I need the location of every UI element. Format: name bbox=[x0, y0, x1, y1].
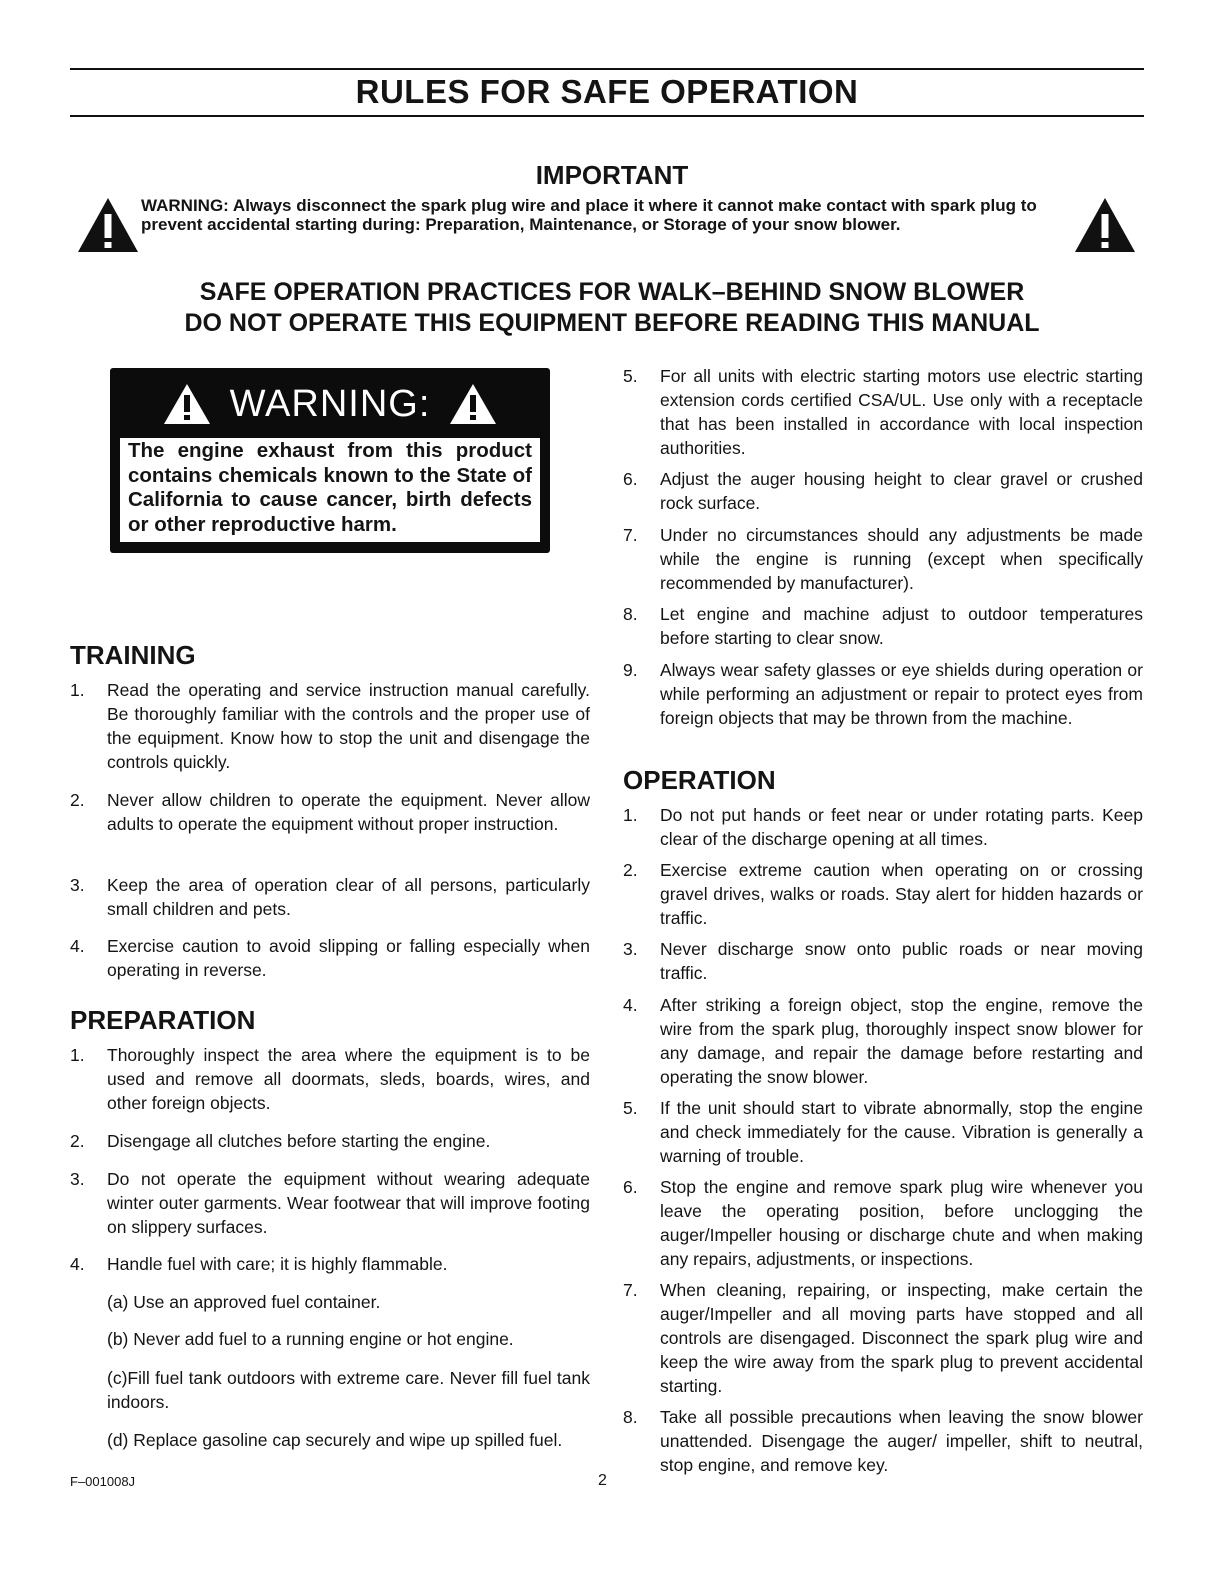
warning-triangle-icon bbox=[1073, 196, 1137, 254]
list-item: 2. Never allow children to operate the equipment. Never allow adults to operate the equipment without proper instruction. bbox=[70, 790, 590, 834]
list-item: 6. Stop the engine and remove spark plug wire whenever you leave the operating position, before unclogging the auger/Impeller housing or discharge chute and when making any repairs, adjustments, or inspections. bbox=[623, 1177, 1143, 1269]
list-item: 3. Do not operate the equipment without wearing adequate winter outer garments. Wear footwear that will improve footing on slippery surfaces. bbox=[70, 1169, 590, 1237]
list-item: 5. If the unit should start to vibrate abnormally, stop the engine and check immediately for the cause. Vibration is generally a warning of trouble. bbox=[623, 1098, 1143, 1166]
list-item: 9. Always wear safety glasses or eye shields during operation or while performing an adjustment or repair to protect eyes from foreign objects that may be thrown from the machine. bbox=[623, 660, 1143, 728]
warning-triangle-icon bbox=[76, 196, 140, 254]
fuel-subitem-a: (a) Use an approved fuel container. bbox=[107, 1292, 381, 1312]
warning-triangle-icon bbox=[162, 382, 212, 426]
fuel-subitem-d: (d) Replace gasoline cap securely and wipe up spilled fuel. bbox=[107, 1430, 563, 1450]
title-rule-bottom bbox=[70, 115, 1144, 117]
prop65-heading: WARNING: bbox=[229, 382, 431, 425]
training-title: TRAINING bbox=[70, 640, 196, 670]
list-item: 8. Take all possible precautions when leaving the snow blower unattended. Disengage the auger/ impeller, shift to neutral, stop engine, and remove key. bbox=[623, 1407, 1143, 1475]
page-number: 2 bbox=[598, 1472, 607, 1489]
prop65-text: The engine exhaust from this product contains chemicals known to the State of California to cause cancer, birth defects or other reproductive harm. bbox=[120, 438, 540, 542]
list-item: 1. Do not put hands or feet near or under rotating parts. Keep clear of the discharge opening at all times. bbox=[623, 805, 1143, 849]
safe-operation-heading bbox=[0, 277, 1224, 339]
page-title: RULES FOR SAFE OPERATION bbox=[355, 73, 859, 110]
important-heading: IMPORTANT bbox=[535, 160, 689, 190]
list-item: 7. When cleaning, repairing, or inspecting, make certain the auger/Impeller and all moving parts have stopped and all controls are disengaged. Disconnect the spark plug wire and keep the wire away from the spark plug to prevent accidental starting. bbox=[623, 1280, 1143, 1396]
title-rule-top bbox=[70, 68, 1144, 70]
list-item: 4. Exercise caution to avoid slipping or falling especially when operating in reverse. bbox=[70, 936, 590, 980]
document-code: F–001008J bbox=[70, 1474, 136, 1489]
list-item: 8. Let engine and machine adjust to outdoor temperatures before starting to clear snow. bbox=[623, 604, 1143, 648]
list-item: 4. After striking a foreign object, stop the engine, remove the wire from the spark plug, thoroughly inspect snow blower for any damage, and repair the damage before restarting and operating the snow blower. bbox=[623, 995, 1143, 1087]
preparation-title: PREPARATION bbox=[70, 1005, 256, 1035]
list-item: 3. Never discharge snow onto public roads or near moving traffic. bbox=[623, 939, 1143, 983]
list-item: 1. Read the operating and service instruction manual carefully. Be thoroughly familiar with the controls and the proper use of the equipment. Know how to stop the unit and disengage the controls quickly. bbox=[70, 680, 590, 772]
list-item: 6. Adjust the auger housing height to clear gravel or crushed rock surface. bbox=[623, 469, 1143, 513]
spark-plug-warning: WARNING: Always disconnect the spark plug wire and place it where it cannot make contact with spark plug to prevent accidental starting during: Preparation, Maintenance, or Storage of your snow blower. bbox=[141, 196, 1037, 234]
list-item: 4. Handle fuel with care; it is highly flammable. bbox=[70, 1254, 448, 1274]
fuel-subitem-b: (b) Never add fuel to a running engine or hot engine. bbox=[107, 1329, 514, 1349]
safe-heading-line2: DO NOT OPERATE THIS EQUIPMENT BEFORE READING THIS MANUAL bbox=[184, 309, 1040, 337]
list-item: 5. For all units with electric starting motors use electric starting extension cords certified CSA/UL. Use only with a receptacle that has been installed in accordance with local inspection authorities. bbox=[623, 366, 1143, 458]
list-item: 1. Thoroughly inspect the area where the equipment is to be used and remove all doormats, sleds, boards, wires, and other foreign objects. bbox=[70, 1045, 590, 1113]
prop65-header bbox=[110, 382, 550, 434]
list-item: 2. Disengage all clutches before starting the engine. bbox=[70, 1131, 491, 1151]
list-item: 2. Exercise extreme caution when operating on or crossing gravel drives, walks or roads. Stay alert for hidden hazards or traffic. bbox=[623, 860, 1143, 928]
prop65-warning-box bbox=[110, 368, 550, 553]
warning-triangle-icon bbox=[448, 382, 498, 426]
operation-title: OPERATION bbox=[623, 765, 776, 795]
safe-heading-line1: SAFE OPERATION PRACTICES FOR WALK–BEHIND SNOW BLOWER bbox=[199, 278, 1025, 306]
list-item: 7. Under no circumstances should any adjustments be made while the engine is running (except when specifically recommended by manufacturer). bbox=[623, 525, 1143, 593]
list-item: 3. Keep the area of operation clear of all persons, particularly small children and pets. bbox=[70, 875, 590, 919]
fuel-subitem-c: (c)Fill fuel tank outdoors with extreme care. Never fill fuel tank indoors. bbox=[107, 1368, 590, 1412]
